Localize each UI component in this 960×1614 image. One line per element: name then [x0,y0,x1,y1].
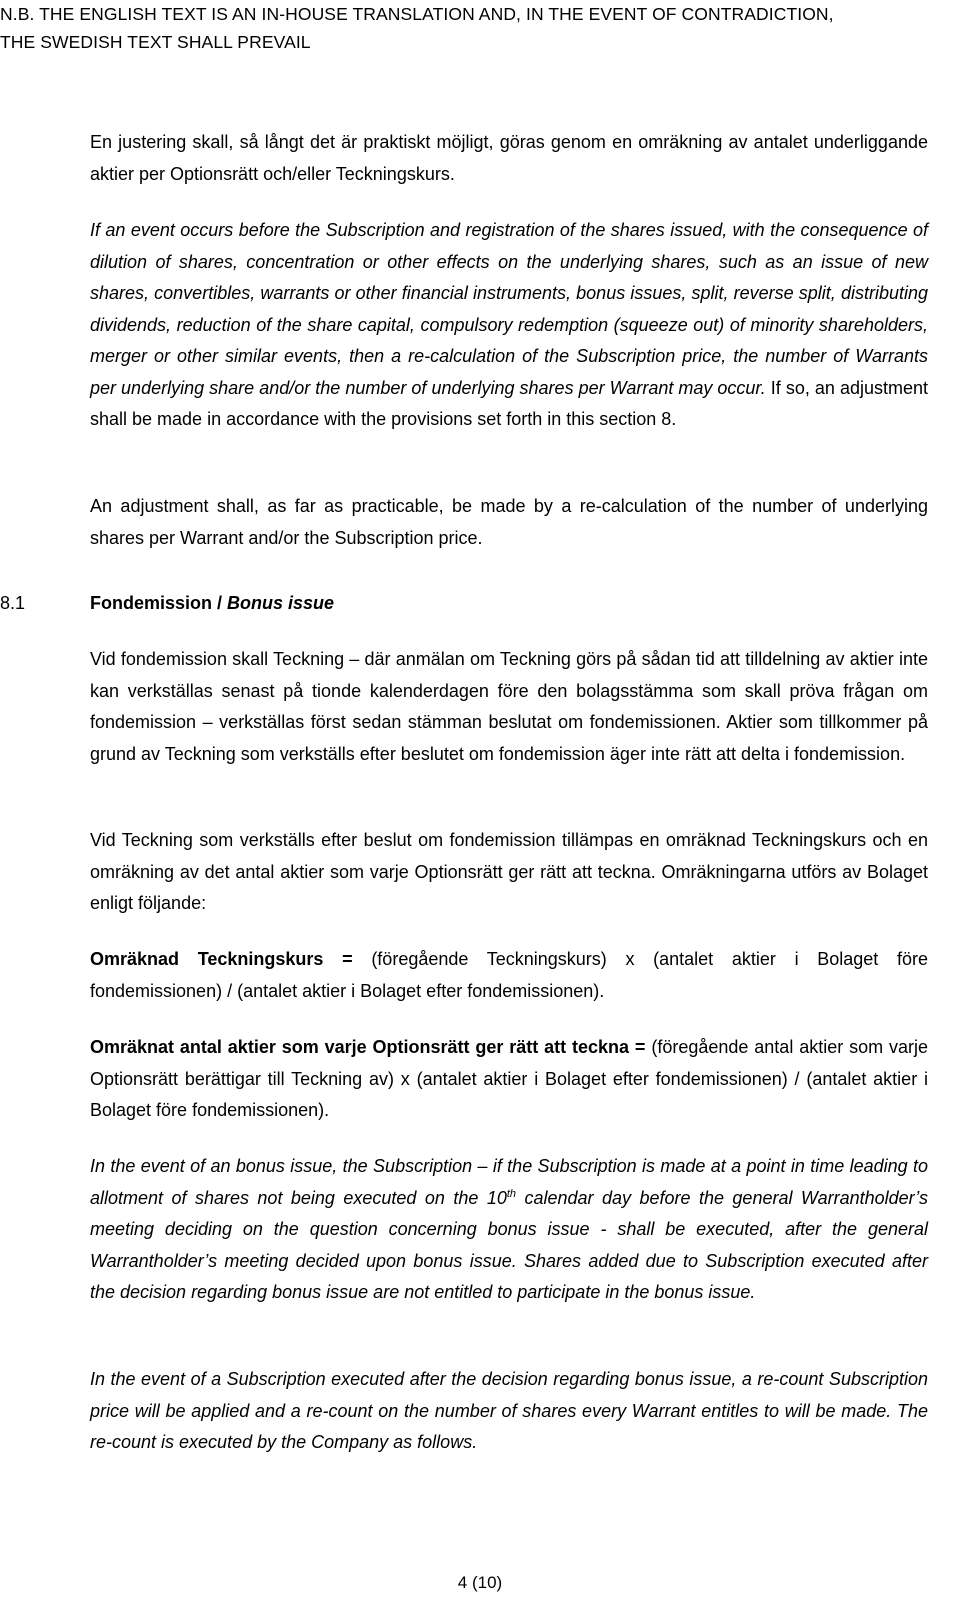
paragraph-bonus-en-part-1: In the event of an bonus issue, the Subscription – if the Subscription is made at a point in time leading to allotment of shares not being executed on the 10 [90,1156,928,1208]
paragraph-adjustment-sv: En justering skall, så långt det är praktiskt möjligt, göras genom en omräkning av antalet underliggande aktier per Optionsrätt och/eller Teckningskurs. [90,132,928,184]
section-number: 8.1 [0,593,26,613]
translation-notice [0,0,960,56]
section-title [90,588,334,620]
paragraph-bonus-issue-sv: Vid fondemission skall Teckning – där anmälan om Teckning görs på sådan tid att tilldelning av aktier inte kan verkställas senast på tionde kalenderdagen före den bolagsstämma som skall pröva frågan om fondemission – verkställas först sedan stämman beslutat om fondemissionen. Aktier som tillkommer på grund av Teckning som verkställs efter beslutet om fondemission äger inte rätt att delta i fondemission. [90,649,928,764]
paragraph-event-italic: If an event occurs before the Subscription and registration of the shares issued, with the consequence of dilution of shares, concentration or other effects on the underlying shares, such as an issue of new shares, convertibles, warrants or other financial instruments, bonus issues, split, reverse split, distributing dividends, reduction of the share capital, compulsory redemption (squeeze out) of minority shareholders, merger or other similar events, then a re-calculation of the Subscription price, the number of Warrants per underlying share and/or the number of underlying shares per Warrant may occur. [90,220,928,398]
paragraph-recount-en: In the event of a Subscription executed after the decision regarding bonus issue, a re-count Subscription price will be applied and a re-count on the number of shares every Warrant entitles to will be made. The re-count is executed by the Company as follows. [90,1369,928,1452]
translation-notice-line-2: THE SWEDISH TEXT SHALL PREVAIL [0,32,311,52]
section-title-sv: Fondemission / [90,593,228,613]
formula-share-count [90,1032,928,1127]
formula-subscription-price [90,944,928,1007]
paragraph-adjustment-en: An adjustment shall, as far as practicable, be made by a re-calculation of the number of underlying shares per Warrant and/or the Subscription price. [90,496,928,548]
paragraph-bonus-issue-en [90,1151,928,1309]
formula-price-label: Omräknad Teckningskurs = [90,949,372,969]
paragraph-bonus-en-part-2: calendar day before the general Warrantholder’s meeting deciding on the question concerning bonus issue - shall be executed, after the general Warrantholder’s meeting decided upon bonus issue. Shares added due to Subscription executed after the decision regarding bonus issue are not entitled to participate in the bonus issue. [90,1187,928,1302]
translation-notice-line-1: N.B. THE ENGLISH TEXT IS AN IN-HOUSE TRANSLATION AND, IN THE EVENT OF CONTRADICTION, [0,4,834,24]
paragraph-adjustment-event-en [90,215,928,436]
section-title-en: Bonus issue [227,593,335,613]
formula-count-expression: (föregående antal aktier som varje Optionsrätt berättigar till Teckning av) x (antalet aktier i Bolaget efter fondemissionen) / (antalet aktier i Bolaget före fondemissionen). [90,1037,928,1120]
superscript-th: th [506,1187,517,1200]
formula-price-expression: (föregående Teckningskurs) x (antalet aktier i Bolaget före fondemissionen) / (antalet aktier i Bolaget efter fondemissionen). [90,949,928,1001]
paragraph-recalc-intro-sv: Vid Teckning som verkställs efter beslut om fondemission tillämpas en omräknad Teckningskurs och en omräkning av det antal aktier som varje Optionsrätt ger rätt att teckna. Omräkningarna utförs av Bolaget enligt följande: [90,830,928,913]
formula-count-label: Omräknat antal aktier som varje Optionsrätt ger rätt att teckna = [90,1037,652,1057]
page-number: 4 (10) [457,1573,503,1592]
paragraph-event-normal: If so, an adjustment shall be made in accordance with the provisions set forth in this section 8. [90,377,928,429]
